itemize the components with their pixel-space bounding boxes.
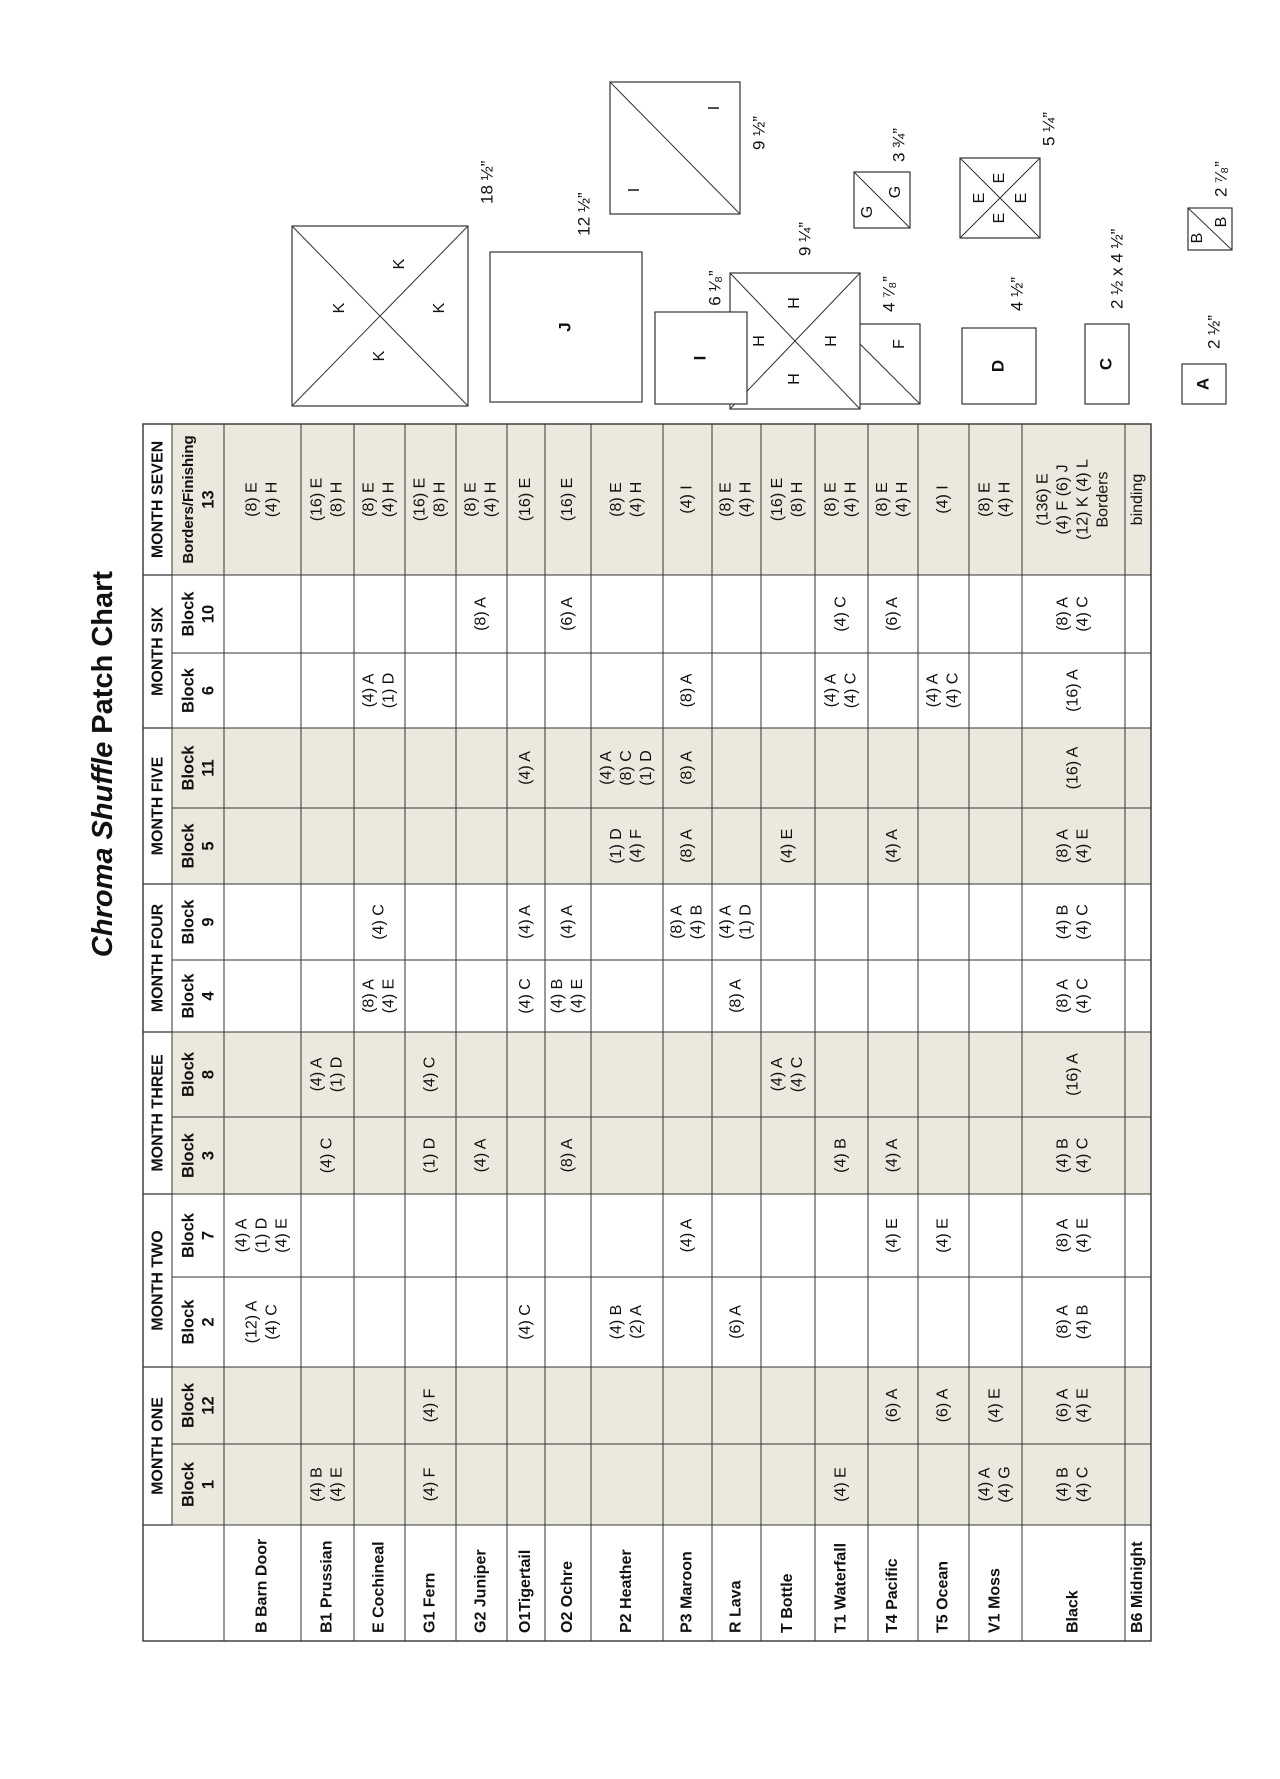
- block-header-number: 13: [199, 490, 218, 509]
- cell-value: (4) E: [884, 1218, 902, 1253]
- month-header: MONTH FIVE: [149, 756, 167, 856]
- shape-label: E: [971, 192, 989, 204]
- fabric-name: P2 Heather: [618, 1549, 636, 1633]
- cell-value: (4) A: [678, 1218, 696, 1253]
- shape-label: G: [859, 205, 877, 219]
- rotated-content: [87, 82, 1232, 1641]
- cell-value: (8) E: [608, 482, 626, 517]
- block-header-number: 4: [199, 991, 218, 1001]
- shape-label: H: [786, 297, 804, 309]
- chart-title-rest: Patch Chart: [87, 570, 119, 734]
- fabric-name: V1 Moss: [986, 1568, 1004, 1633]
- cell-value: (4) F: [421, 1388, 439, 1423]
- cell-value: (4) A: [517, 905, 535, 939]
- shape-dimension: 9 ½”: [749, 115, 769, 150]
- cell-value: (4) H: [628, 481, 646, 518]
- block-header-label: Block: [179, 1462, 198, 1507]
- cell-value: (4) C: [318, 1137, 336, 1174]
- fabric-name: E Cochineal: [370, 1541, 388, 1633]
- block-header-number: 9: [199, 917, 218, 927]
- cell-value: (1) D: [380, 672, 398, 709]
- patch-table: [143, 424, 1151, 1641]
- cell-value: (4) C: [842, 672, 860, 709]
- fabric-name: T5 Ocean: [934, 1560, 952, 1633]
- cell-value: (1) D: [253, 1217, 271, 1254]
- cell-value: (8) H: [431, 481, 449, 518]
- cell-value: (4) A: [884, 1138, 902, 1173]
- cell-value: (4) B: [1054, 1467, 1072, 1502]
- fabric-name: T Bottle: [779, 1573, 797, 1633]
- cell-value: (1) D: [421, 1137, 439, 1174]
- block-header-label: Block: [179, 1052, 198, 1097]
- month-header: MONTH FOUR: [149, 903, 167, 1013]
- chart-title-italic: Chroma Shuffle: [87, 741, 119, 958]
- block-header-number: 11: [199, 759, 218, 777]
- cell-value: (4) C: [789, 1056, 807, 1093]
- block-header-number: 3: [199, 1150, 218, 1161]
- shape-label: G: [887, 185, 905, 199]
- cell-value: (4) A: [884, 829, 902, 863]
- cell-value: (8) A: [1054, 1218, 1072, 1253]
- cell-value: (4) A: [976, 1467, 994, 1502]
- shape-label: K: [371, 350, 389, 362]
- cell-value: (4) C: [263, 1304, 281, 1340]
- block-header-label: Block: [179, 1299, 198, 1345]
- shape-dimension: 3 ¾”: [889, 127, 909, 162]
- cell-value: (4) F (6) J: [1054, 464, 1072, 535]
- shape-label: E: [1013, 192, 1031, 204]
- cell-value: (4) E: [832, 1467, 850, 1502]
- cell-value: (8) A: [1054, 1305, 1072, 1339]
- cell-value: (4) H: [380, 481, 398, 518]
- cell-value: (6) A: [884, 597, 902, 631]
- cell-value: (16) E: [517, 477, 535, 522]
- shape-label: B: [1189, 232, 1207, 244]
- cell-value: (4) A: [769, 1057, 787, 1092]
- cell-value: (16) E: [308, 477, 326, 522]
- cell-value: (4) A: [472, 1138, 490, 1173]
- month-header: MONTH TWO: [149, 1230, 167, 1331]
- cell-value: (16) A: [1064, 669, 1082, 712]
- patch-shapes-legend: [292, 82, 1232, 409]
- block-header-label: Borders/Finishing: [179, 435, 197, 564]
- shape-label: B: [1213, 216, 1231, 228]
- fabric-name: P3 Maroon: [678, 1551, 696, 1633]
- month-header: MONTH SEVEN: [149, 440, 167, 559]
- cell-value: (4) B: [688, 904, 706, 940]
- block-header-number: 12: [199, 1396, 218, 1415]
- cell-value: (4) B: [549, 978, 567, 1014]
- cell-value: (6) A: [727, 1305, 745, 1339]
- block-header-label: Block: [179, 1213, 198, 1258]
- cell-value: (1) D: [608, 828, 626, 864]
- cell-value: (8) H: [789, 481, 807, 518]
- cell-value: (4) C: [1074, 904, 1092, 940]
- shape-dimension: 4 ⁷⁄₈”: [879, 276, 899, 312]
- cell-value: (4) A: [517, 751, 535, 785]
- cell-value: (4) C: [944, 672, 962, 709]
- cell-value: (4) B: [1054, 904, 1072, 940]
- cell-value: (4) G: [996, 1466, 1014, 1503]
- cell-value: (4) E: [380, 978, 398, 1014]
- block-header-number: 2: [199, 1317, 218, 1327]
- shape-label: J: [555, 322, 575, 332]
- cell-value: (1) D: [638, 750, 656, 786]
- shape-label: H: [751, 335, 769, 347]
- column-shade: [172, 1367, 1151, 1444]
- shape-label: A: [1193, 377, 1213, 391]
- cell-value: (4) A: [308, 1057, 326, 1092]
- cell-value: (4) E: [1074, 1388, 1092, 1423]
- cell-value: (4) E: [986, 1388, 1004, 1423]
- cell-value: (4) A: [822, 673, 840, 708]
- shape-dimension: 2 ⁷⁄₈”: [1211, 161, 1231, 197]
- cell-value: (4) E: [779, 828, 797, 864]
- cell-value: (8) E: [243, 482, 261, 517]
- shape-label: K: [431, 302, 449, 314]
- cell-value: (6) A: [559, 597, 577, 631]
- cell-value: (4) F: [628, 829, 646, 863]
- cell-value: (4) B: [1054, 1138, 1072, 1173]
- block-header-label: Block: [179, 1383, 198, 1428]
- cell-value: (4) A: [924, 673, 942, 708]
- shape-label: K: [391, 258, 409, 270]
- shape-dimension: 5 ¼”: [1039, 111, 1059, 146]
- column-shade: [172, 728, 1151, 808]
- month-header: MONTH THREE: [149, 1054, 167, 1172]
- cell-value: (4) E: [934, 1218, 952, 1253]
- cell-value: (4) A: [598, 751, 616, 785]
- cell-value: (8) A: [1054, 597, 1072, 631]
- cell-value: (4) F: [421, 1467, 439, 1502]
- cell-value: (8) E: [874, 482, 892, 517]
- cell-value: (4) A: [360, 673, 378, 708]
- cell-value: (4) B: [308, 1467, 326, 1502]
- cell-value: (16) E: [559, 477, 577, 522]
- cell-value: (8) E: [360, 482, 378, 517]
- shape-label: E: [991, 212, 1009, 224]
- cell-value: (8) A: [678, 829, 696, 863]
- cell-value: (4) E: [1074, 1218, 1092, 1253]
- cell-value: (4) A: [559, 905, 577, 939]
- shape-dimension: 4 ½”: [1007, 276, 1027, 312]
- cell-value: (4) E: [1074, 828, 1092, 864]
- cell-value: (8) A: [727, 979, 745, 1013]
- cell-value: (8) A: [1054, 979, 1072, 1013]
- cell-value: (16) A: [1064, 746, 1082, 790]
- cell-value: (4) C: [370, 904, 388, 940]
- shape-label: D: [988, 359, 1008, 373]
- cell-value: (6) A: [884, 1388, 902, 1423]
- cell-value: binding: [1129, 473, 1147, 526]
- cell-value: (4) B: [832, 1138, 850, 1173]
- cell-value: (4) I: [934, 485, 952, 514]
- block-header-label: Block: [179, 745, 198, 791]
- cell-value: (6) A: [1054, 1388, 1072, 1423]
- cell-value: (4) C: [1074, 978, 1092, 1014]
- cell-value: (8) E: [462, 482, 480, 517]
- cell-value: (4) A: [233, 1218, 251, 1253]
- shape-dimension: 2 ½”: [1204, 314, 1224, 350]
- cell-value: (4) H: [737, 481, 755, 518]
- cell-value: (8) A: [668, 905, 686, 939]
- block-header-number: 8: [199, 1069, 218, 1080]
- block-header-label: Block: [179, 823, 198, 869]
- cell-value: (8) A: [678, 751, 696, 785]
- shape-label: I: [706, 105, 724, 111]
- cell-value: (1) D: [737, 904, 755, 940]
- block-header-number: 10: [199, 604, 218, 624]
- block-header-label: Block: [179, 899, 198, 945]
- block-header-label: Block: [179, 668, 198, 713]
- shape-dimension: 18 ½”: [477, 160, 497, 204]
- shape-label: H: [823, 335, 841, 347]
- cell-value: (4) B: [608, 1304, 626, 1340]
- shape-dimension: 9 ¼”: [795, 221, 815, 256]
- cell-value: (4) C: [421, 1056, 439, 1093]
- cell-value: (4) C: [832, 596, 850, 632]
- cell-value: (4) H: [894, 481, 912, 518]
- cell-value: (2) A: [628, 1305, 646, 1339]
- fabric-name: B Barn Door: [253, 1538, 271, 1633]
- cell-value: (6) A: [934, 1388, 952, 1423]
- cell-value: (8) E: [976, 482, 994, 517]
- cell-value: (4) H: [263, 481, 281, 518]
- cell-value: (4) B: [1074, 1304, 1092, 1340]
- cell-value: (1) D: [328, 1056, 346, 1093]
- cell-value: (8) A: [559, 1138, 577, 1173]
- fabric-name: R Lava: [727, 1580, 745, 1633]
- chart-title: [87, 571, 119, 957]
- cell-value: (8) E: [822, 482, 840, 517]
- cell-value: (8) A: [1054, 829, 1072, 863]
- fabric-name: T1 Waterfall: [832, 1542, 850, 1633]
- cell-value: (4) C: [1074, 1137, 1092, 1174]
- shape-label: I: [626, 187, 644, 193]
- block-header-label: Block: [179, 1133, 198, 1178]
- cell-value: (4) E: [569, 978, 587, 1014]
- cell-value: (4) E: [273, 1218, 291, 1253]
- shape-dimension: 6 ¹⁄₈”: [705, 270, 725, 306]
- month-header: MONTH ONE: [149, 1397, 167, 1495]
- shape-label: H: [786, 373, 804, 385]
- fabric-name: O2 Ochre: [559, 1560, 577, 1633]
- fabric-name: B6 Midnight: [1129, 1541, 1147, 1633]
- fabric-name: Black: [1064, 1590, 1082, 1633]
- shape-label: E: [991, 172, 1009, 184]
- shape-label: K: [331, 302, 349, 314]
- cell-value: (4) E: [328, 1467, 346, 1502]
- column-shade: [172, 808, 1151, 884]
- shape-label: I: [690, 355, 710, 361]
- fabric-name: T4 Pacific: [884, 1558, 902, 1633]
- cell-value: (8) A: [360, 979, 378, 1013]
- cell-value: (16) A: [1064, 1053, 1082, 1096]
- cell-value: (136) E: [1034, 473, 1052, 526]
- fabric-name: G1 Fern: [421, 1572, 439, 1633]
- cell-value: (8) E: [717, 482, 735, 517]
- cell-value: (12) A: [243, 1300, 261, 1344]
- month-header: MONTH SIX: [149, 607, 167, 696]
- cell-value: (4) H: [482, 481, 500, 518]
- shape-label: F: [891, 339, 909, 349]
- cell-value: (8) C: [618, 750, 636, 786]
- cell-value: (16) E: [769, 477, 787, 522]
- cell-value: (4) C: [517, 978, 535, 1014]
- shape-dimension: 2 ½ x 4 ½”: [1107, 228, 1127, 309]
- cell-value: (8) H: [328, 481, 346, 518]
- block-header-label: Block: [179, 973, 198, 1019]
- block-header-number: 5: [199, 841, 218, 851]
- block-header-label: Block: [179, 591, 198, 637]
- cell-value: (4) C: [517, 1304, 535, 1340]
- fabric-name: G2 Juniper: [472, 1549, 490, 1633]
- cell-value: (12) K (4) L: [1074, 459, 1092, 540]
- shape-label: C: [1096, 357, 1116, 371]
- cell-value: (8) A: [472, 597, 490, 631]
- shape-dimension: 12 ½”: [574, 192, 594, 236]
- fabric-name: B1 Prussian: [318, 1540, 336, 1633]
- cell-value: (4) H: [996, 481, 1014, 518]
- cell-value: (4) A: [717, 905, 735, 939]
- cell-value: (4) C: [1074, 1466, 1092, 1503]
- cell-value: (4) C: [1074, 596, 1092, 632]
- block-header-number: 7: [199, 1230, 218, 1241]
- block-header-number: 1: [199, 1479, 218, 1490]
- block-header-number: 6: [199, 685, 218, 696]
- cell-value: (4) H: [842, 481, 860, 518]
- cell-value: (4) I: [678, 485, 696, 514]
- cell-value: (8) A: [678, 673, 696, 708]
- fabric-name: O1Tigertail: [517, 1549, 535, 1633]
- cell-value: (16) E: [411, 477, 429, 522]
- cell-value: Borders: [1094, 471, 1112, 528]
